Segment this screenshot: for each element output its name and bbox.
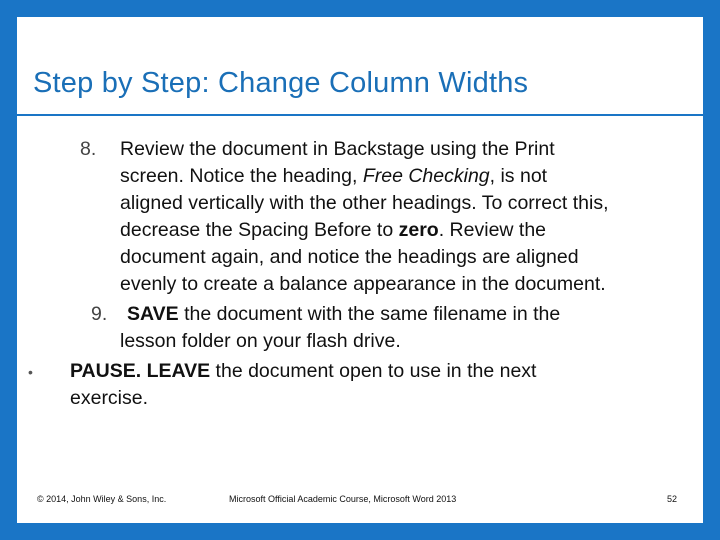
step-9-line-1-text: the document with the same filename in the — [178, 303, 561, 325]
footer-page-number: 52 — [667, 494, 678, 504]
step-8-number: 8. — [80, 138, 97, 160]
step-8-line-1: Review the document in Backstage using the Print — [120, 138, 555, 160]
step-8-line-4-text: decrease the Spacing Before to — [120, 219, 399, 241]
step-8-line-4 — [120, 217, 546, 245]
step-8-line-4-end: . Review the — [438, 219, 547, 241]
step-8-line-2-end: , is not — [489, 165, 548, 187]
step-9-line-1 — [127, 301, 560, 329]
bullet-line-2: exercise. — [70, 387, 149, 409]
title-divider — [17, 114, 703, 116]
step-8-line-3: aligned vertically with the other headings. To correct this, — [120, 192, 609, 214]
bullet-marker: • — [28, 364, 33, 380]
slide — [17, 17, 703, 523]
step-8-line-2 — [120, 163, 547, 191]
save-bold: SAVE — [127, 303, 179, 325]
pause-leave-bold: PAUSE. LEAVE — [70, 360, 211, 382]
footer-copyright: © 2014, John Wiley & Sons, Inc. — [37, 494, 167, 504]
step-9-number: 9. — [91, 303, 108, 325]
step-8-line-6: evenly to create a balance appearance in the document. — [120, 273, 606, 295]
step-8-line-5: document again, and notice the headings are aligned — [120, 246, 579, 268]
bullet-line-1-text: the document open to use in the next — [210, 360, 537, 382]
free-checking-emphasis: Free Checking — [362, 165, 490, 187]
step-8-line-2-text: screen. Notice the heading, — [120, 165, 363, 187]
step-9-line-2: lesson folder on your flash drive. — [120, 330, 401, 352]
slide-title: Step by Step: Change Column Widths — [33, 67, 529, 99]
zero-bold: zero — [398, 219, 439, 241]
footer-course: Microsoft Official Academic Course, Microsoft Word 2013 — [229, 494, 457, 504]
bullet-line-1 — [70, 358, 536, 386]
